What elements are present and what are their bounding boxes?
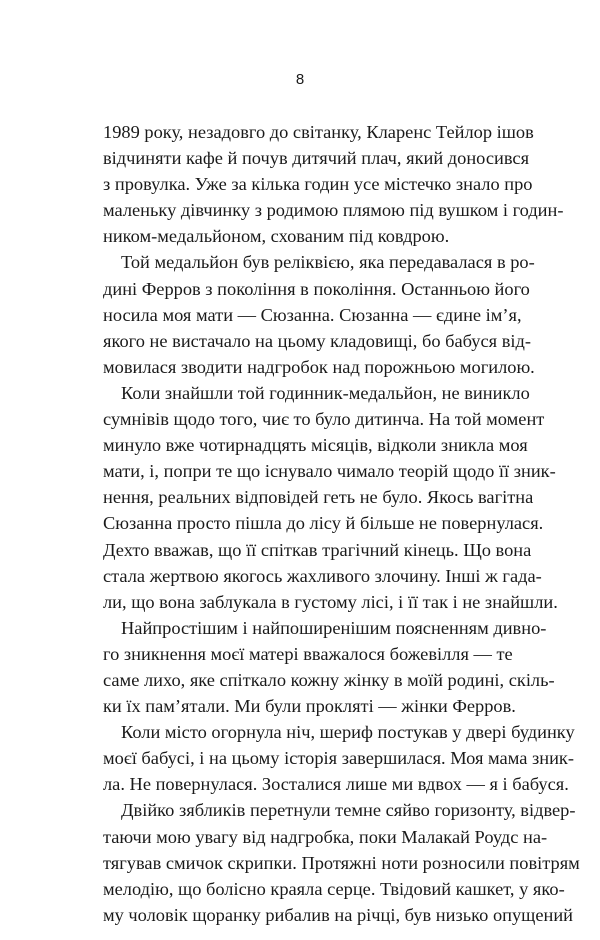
text-line: стала жертвою якогось жахливого злочину. Інші ж гада- — [103, 565, 542, 586]
text-line: мати, і, попри те що існувало чимало теорій щодо її зник- — [103, 461, 556, 482]
text-line: маленьку дівчинку з родимою плямою під вушком і годин- — [103, 200, 564, 221]
text-line: Коли знайшли той годинник-медальйон, не виникло — [121, 382, 530, 403]
text-line: ником-медальйоном, схованим під ковдрою. — [103, 226, 450, 247]
text-line: саме лихо, яке спіткало кожну жінку в моїй родині, скіль- — [103, 669, 555, 690]
text-line: тягував смичок скрипки. Протяжні ноти розносили повітрям — [103, 852, 580, 873]
body-text — [103, 119, 580, 928]
text-line: Сюзанна просто пішла до лісу й більше не повернулася. — [103, 513, 544, 534]
text-line: ли, що вона заблукала в густому лісі, і її так і не знайшли. — [103, 591, 558, 612]
text-line: го зникнення моєї матері вважалося божевілля — те — [103, 643, 513, 664]
text-line: ки їх пам’ятали. Ми були прокляті — жінки Ферров. — [103, 696, 516, 717]
text-line: Двійко зябликів перетнули темне сяйво горизонту, відвер- — [121, 800, 576, 821]
text-line: му чоловік щоранку рибалив на річці, був низько опущений — [103, 904, 574, 925]
text-line: дині Ферров з покоління в покоління. Останньою його — [103, 278, 530, 299]
text-line: Найпростішим і найпоширенішим поясненням дивно- — [121, 617, 547, 638]
text-line: моєї бабусі, і на цьому історія завершилася. Моя мама зник- — [103, 748, 574, 769]
text-line: якого не вистачало на цьому кладовищі, бо бабуся від- — [103, 330, 531, 351]
text-line: відчиняти кафе й почув дитячий плач, який доносився — [103, 148, 530, 169]
text-line: Коли місто огорнула ніч, шериф постукав у двері будинку — [121, 722, 575, 743]
text-line: минуло вже чотирнадцять місяців, відколи зникла моя — [103, 435, 528, 456]
text-line: носила моя мати — Сюзанна. Сюзанна — єдине ім’я, — [103, 304, 522, 325]
text-line: таючи мою увагу від надгробка, поки Малакай Роудс на- — [103, 826, 548, 847]
text-line: мелодію, що болісно краяла серце. Твідовий кашкет, у яко- — [103, 878, 565, 899]
text-line: з провулка. Уже за кілька годин усе містечко знало про — [103, 174, 533, 195]
page-number: 8 — [295, 71, 305, 88]
text-line: Той медальйон був реліквією, яка передавалася в ро- — [121, 252, 535, 273]
text-line: Дехто вважав, що її спіткав трагічний кінець. Що вона — [103, 539, 532, 560]
text-line: 1989 року, незадовго до світанку, Кларенс Тейлор ішов — [103, 122, 534, 142]
text-line: нення, реальних відповідей геть не було. Якось вагітна — [103, 487, 534, 508]
text-line: ла. Не повернулася. Зосталися лише ми вдвох — я і бабуся. — [103, 774, 569, 795]
text-line: мовилася зводити надгробок над порожньою могилою. — [103, 356, 535, 377]
text-line: сумнівів щодо того, чиє то було дитинча. На той момент — [103, 409, 545, 430]
